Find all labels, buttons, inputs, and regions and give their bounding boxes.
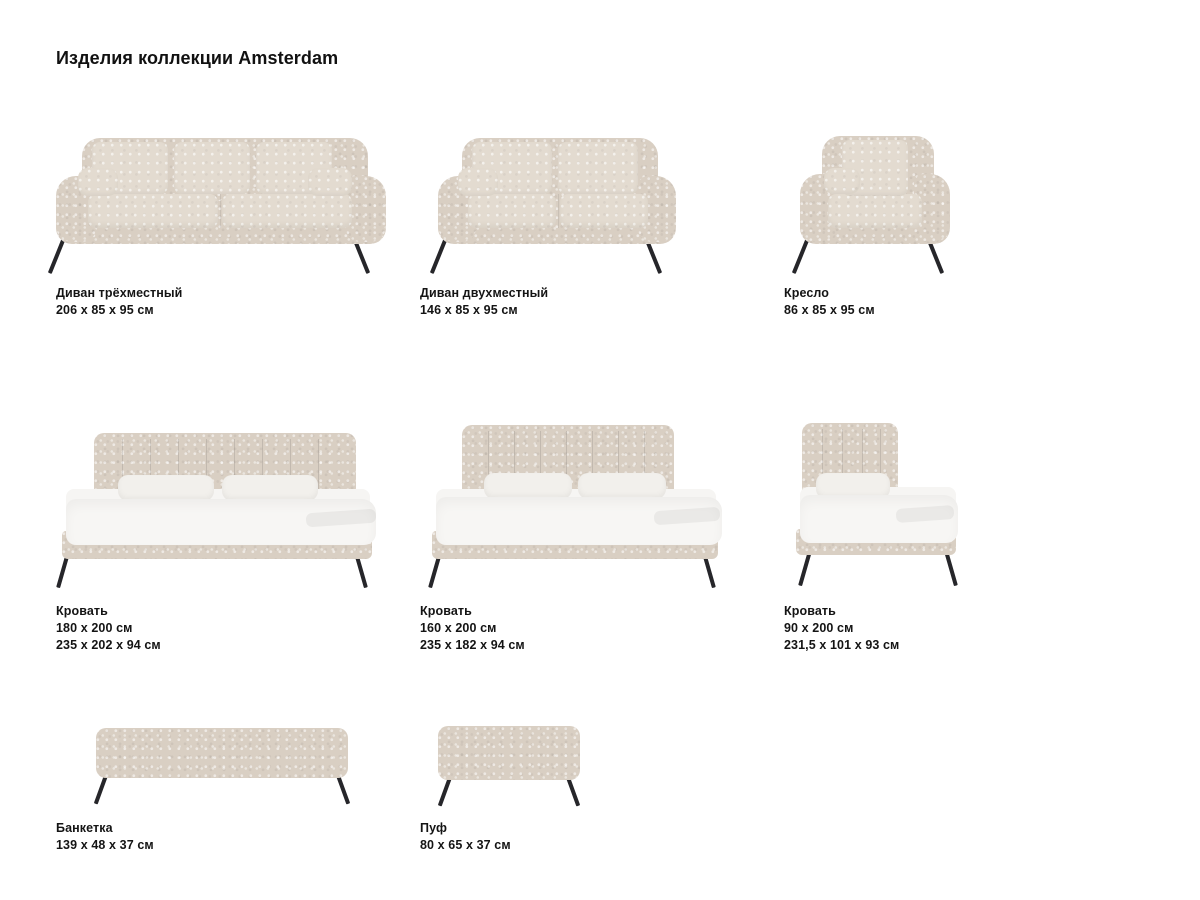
product-name: Кресло <box>784 286 830 300</box>
product-row <box>56 710 1146 860</box>
product-card-bench[interactable] <box>56 710 406 860</box>
product-name: Кровать <box>784 604 836 618</box>
product-caption <box>420 285 770 319</box>
product-card-bed-90[interactable] <box>784 403 1134 652</box>
product-card-empty <box>784 710 1132 860</box>
row-spacer <box>56 335 1146 403</box>
product-dimensions-overall: 235 x 202 x 94 см <box>56 638 161 652</box>
product-image-armchair <box>784 120 1134 285</box>
sofa-back-pillow <box>558 142 638 194</box>
product-card-sofa-2seat[interactable] <box>420 120 770 335</box>
product-image-sofa-3seat <box>56 120 406 285</box>
armchair-bolster-pillow <box>824 168 860 194</box>
product-dimensions: 180 x 200 см <box>56 621 133 635</box>
furniture-leg <box>48 237 66 274</box>
sofa-bolster-pillow <box>458 168 498 196</box>
sofa-seat-cushion <box>88 194 218 228</box>
product-grid <box>56 120 1146 860</box>
product-card-bed-160[interactable] <box>420 403 770 652</box>
bench-seat <box>96 728 348 778</box>
product-dimensions-overall: 235 x 182 x 94 см <box>420 638 525 652</box>
bed-pillow <box>578 473 666 499</box>
product-dimensions-overall: 231,5 x 101 x 93 см <box>784 638 900 652</box>
product-caption <box>784 603 1134 654</box>
product-image-sofa-2seat <box>420 120 770 285</box>
product-dimensions: 90 x 200 см <box>784 621 854 635</box>
product-caption <box>56 820 406 854</box>
product-card-sofa-3seat[interactable] <box>56 120 406 335</box>
product-dimensions: 80 x 65 x 37 см <box>420 838 511 852</box>
product-row <box>56 120 1146 335</box>
product-name: Диван трёхместный <box>56 286 183 300</box>
furniture-leg <box>430 237 448 274</box>
sofa-arm-right <box>346 176 386 242</box>
product-name: Кровать <box>56 604 108 618</box>
product-dimensions: 86 x 85 x 95 см <box>784 303 875 317</box>
sofa-seat-cushion <box>560 194 648 228</box>
product-card-bed-180[interactable] <box>56 403 406 652</box>
product-image-bench <box>56 710 406 820</box>
bed-pillow <box>118 475 214 501</box>
armchair-seat-cushion <box>828 194 922 228</box>
sofa-seat-cushion <box>222 194 352 228</box>
page-title: Изделия коллекции Amsterdam <box>56 48 339 68</box>
product-card-armchair[interactable] <box>784 120 1134 335</box>
product-name: Пуф <box>420 821 448 835</box>
product-card-pouf[interactable] <box>420 710 770 860</box>
product-row <box>56 403 1146 652</box>
bed-pillow <box>484 473 572 499</box>
furniture-leg <box>792 237 810 274</box>
furniture-leg <box>944 550 958 586</box>
sofa-bolster-pillow <box>308 168 352 196</box>
product-dimensions: 139 x 48 x 37 см <box>56 838 154 852</box>
sofa-bolster-pillow <box>78 168 118 196</box>
bed-pillow <box>222 475 318 501</box>
product-name: Диван двухместный <box>420 286 549 300</box>
product-image-bed-90 <box>784 403 1134 603</box>
furniture-leg <box>798 550 812 586</box>
product-image-bed-160 <box>420 403 770 603</box>
sofa-back-pillow <box>174 142 250 194</box>
sofa-seam <box>220 194 221 228</box>
product-caption <box>56 603 406 654</box>
product-dimensions: 206 x 85 x 95 см <box>56 303 154 317</box>
product-name: Кровать <box>420 604 472 618</box>
product-caption <box>420 820 770 854</box>
product-name: Банкетка <box>56 821 113 835</box>
product-dimensions: 146 x 85 x 95 см <box>420 303 518 317</box>
sofa-seam <box>558 194 559 228</box>
product-caption <box>420 603 770 654</box>
pouf-seat <box>438 726 580 780</box>
product-caption <box>56 285 406 319</box>
product-caption <box>784 285 1134 319</box>
sofa-seat-cushion <box>468 194 556 228</box>
product-dimensions: 160 x 200 см <box>420 621 497 635</box>
product-image-bed-180 <box>56 403 406 603</box>
product-image-pouf <box>420 710 770 820</box>
